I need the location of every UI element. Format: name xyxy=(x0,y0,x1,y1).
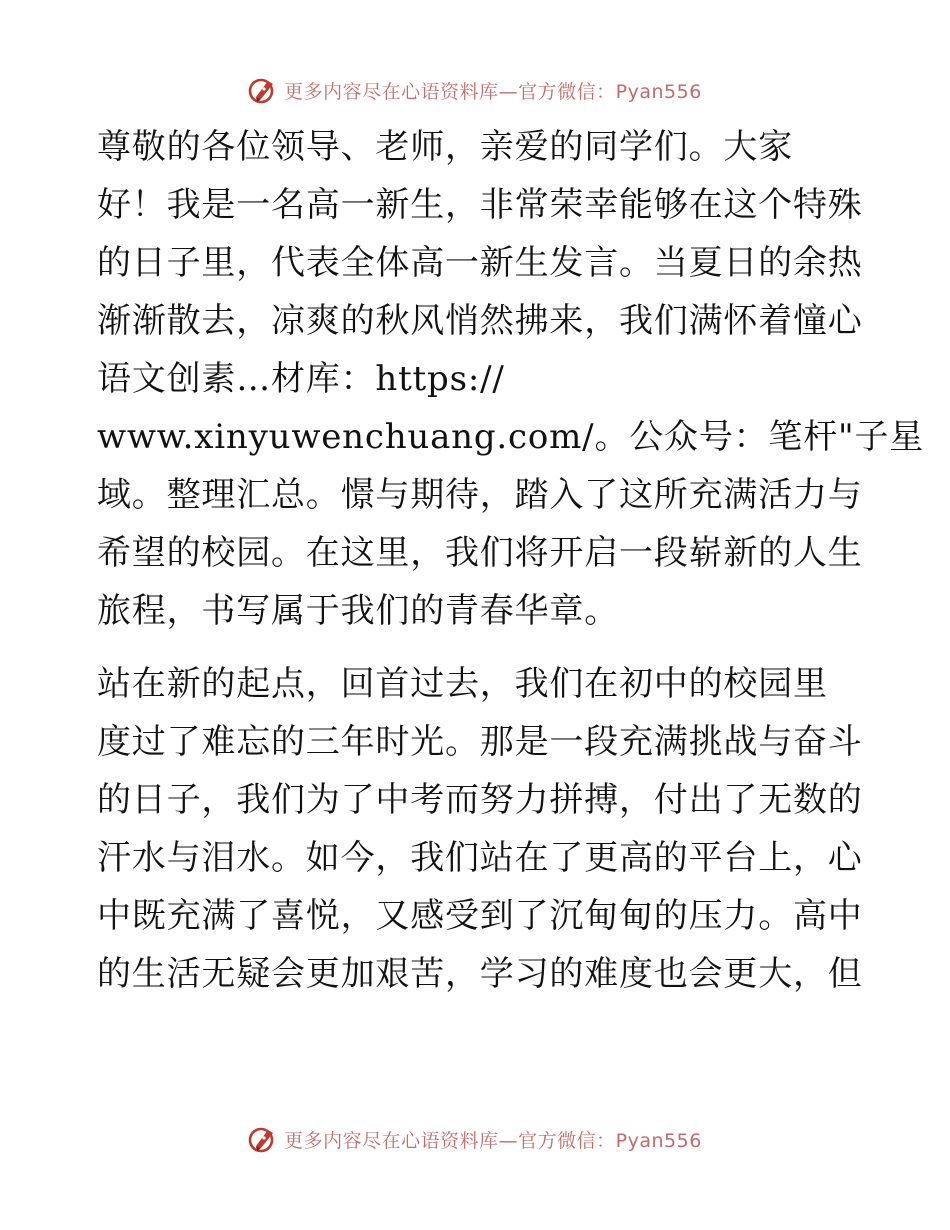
paragraph-gap xyxy=(97,640,857,655)
text-line: 的日子里，代表全体高一新生发言。当夏日的余热 xyxy=(97,243,863,283)
pen-nib-logo-icon xyxy=(248,75,278,105)
text-line: 旅程，书写属于我们的青春华章。 xyxy=(97,591,619,631)
text-line: 域。整理汇总。憬与期待，踏入了这所充满活力与 xyxy=(97,475,863,515)
text-line: 汗水与泪水。如今，我们站在了更高的平台上，心 xyxy=(97,838,863,878)
text-line: 好！我是一名高一新生，非常荣幸能够在这个特殊 xyxy=(97,185,863,225)
text-line: 度过了难忘的三年时光。那是一段充满挑战与奋斗 xyxy=(97,722,863,762)
banner-text: 更多内容尽在心语资料库—官方微信：Pyan556 xyxy=(284,80,702,103)
text-line: 中既充满了喜悦，又感受到了沉甸甸的压力。高中 xyxy=(97,896,863,936)
text-line: 希望的校园。在这里，我们将开启一段崭新的人生 xyxy=(97,533,863,573)
paragraph xyxy=(97,655,863,1003)
text-line: 尊敬的各位领导、老师，亲爱的同学们。大家 xyxy=(97,127,793,167)
text-line: 语文创素…材库：https:// xyxy=(97,359,505,399)
footer-banner xyxy=(0,1121,950,1157)
pen-nib-logo-icon xyxy=(248,1124,278,1154)
document-body xyxy=(97,118,925,1003)
paragraph xyxy=(97,118,925,640)
text-line: www.xinyuwenchuang.com/。公众号：笔杆"子星 xyxy=(97,417,925,457)
header-banner xyxy=(0,72,950,108)
text-line: 的生活无疑会更加艰苦，学习的难度也会更大，但 xyxy=(97,954,863,994)
text-line: 的日子，我们为了中考而努力拼搏，付出了无数的 xyxy=(97,780,863,820)
text-line: 站在新的起点，回首过去，我们在初中的校园里 xyxy=(97,664,828,704)
banner-text: 更多内容尽在心语资料库—官方微信：Pyan556 xyxy=(284,1129,702,1152)
text-line: 渐渐散去，凉爽的秋风悄然拂来，我们满怀着憧心 xyxy=(97,301,863,341)
